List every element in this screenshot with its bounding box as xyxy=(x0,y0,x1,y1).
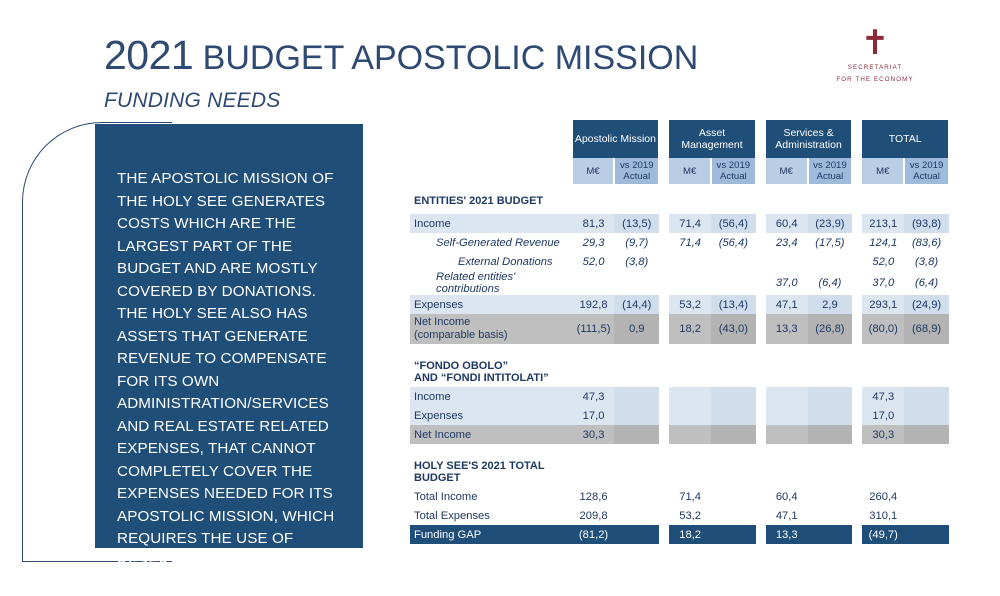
group-header-services-administration: Services & Administration xyxy=(766,120,852,158)
header-spacer-3 xyxy=(852,120,862,158)
table-cell-value: 260,4 xyxy=(862,487,904,506)
table-cell-variance: (14,4) xyxy=(614,295,659,314)
table-cell-variance xyxy=(808,487,853,506)
table-section-title-filler xyxy=(862,184,904,214)
table-cell-variance xyxy=(904,425,949,444)
table-cell-value: (111,5) xyxy=(573,314,615,344)
table-section-title-filler xyxy=(904,353,949,387)
table-cell-gap xyxy=(659,233,669,252)
group-header-apostolic-mission: Apostolic Mission xyxy=(573,120,659,158)
table-cell-gap xyxy=(756,295,766,314)
table-cell-variance xyxy=(808,406,853,425)
table-cell-variance: (6,4) xyxy=(808,271,853,295)
table-cell-gap xyxy=(756,214,766,233)
table-cell-value: 192,8 xyxy=(573,295,615,314)
table-cell-value: 53,2 xyxy=(669,506,711,525)
table-row xyxy=(410,487,949,506)
table-section-title-filler xyxy=(766,184,808,214)
table-section-title-filler xyxy=(756,453,766,487)
table-section-title-filler xyxy=(756,184,766,214)
table-section-title-filler xyxy=(766,453,808,487)
subheader-variance-asset: vs 2019 Actual xyxy=(711,158,756,184)
table-cell-variance: (13,4) xyxy=(711,295,756,314)
table-row xyxy=(410,525,949,544)
table-cell-variance xyxy=(711,387,756,406)
subheader-variance-services: vs 2019 Actual xyxy=(808,158,853,184)
table-row-label: Funding GAP xyxy=(410,525,573,544)
table-subheader-row xyxy=(410,158,949,184)
table-cell-value: 128,6 xyxy=(573,487,615,506)
summary-panel xyxy=(95,124,363,592)
table-cell-variance xyxy=(614,387,659,406)
table-cell-variance: (3,8) xyxy=(904,252,949,271)
table-cell-gap xyxy=(852,214,862,233)
table-cell-variance xyxy=(904,406,949,425)
table-cell-value: 13,3 xyxy=(766,314,808,344)
table-section-title-filler xyxy=(904,453,949,487)
table-section-title-filler xyxy=(614,184,659,214)
table-row xyxy=(410,406,949,425)
table-cell-gap xyxy=(659,271,669,295)
header-spacer-1 xyxy=(659,120,669,158)
subheader-spacer-3 xyxy=(852,158,862,184)
table-cell-value: 71,4 xyxy=(669,214,711,233)
table-row xyxy=(410,252,949,271)
title-rest: BUDGET APOSTOLIC MISSION xyxy=(193,39,699,77)
budget-table-container xyxy=(410,120,950,544)
table-cell-gap xyxy=(852,233,862,252)
table-section-title-filler xyxy=(808,453,853,487)
table-cell-gap xyxy=(756,233,766,252)
table-body xyxy=(410,184,949,544)
table-spacer-cell xyxy=(410,344,949,353)
table-cell-gap xyxy=(852,487,862,506)
table-row-label: Self-Generated Revenue xyxy=(410,233,573,252)
table-cell-gap xyxy=(852,314,862,344)
table-cell-variance xyxy=(808,506,853,525)
table-cell-variance xyxy=(614,506,659,525)
table-cell-value: 17,0 xyxy=(573,406,615,425)
subheader-value-asset: M€ xyxy=(669,158,711,184)
table-row xyxy=(410,214,949,233)
table-cell-variance: (56,4) xyxy=(711,233,756,252)
table-cell-variance: 2,9 xyxy=(808,295,853,314)
table-row-label: Total Income xyxy=(410,487,573,506)
table-row-label: External Donations xyxy=(410,252,573,271)
subheader-variance-apostolic: vs 2019 Actual xyxy=(614,158,659,184)
table-cell-value: 30,3 xyxy=(862,425,904,444)
table-cell-value xyxy=(766,406,808,425)
table-section-title-row xyxy=(410,353,949,387)
table-section-title-filler xyxy=(659,453,669,487)
table-row xyxy=(410,233,949,252)
table-spacer-row xyxy=(410,344,949,353)
table-row-label: Net Income (comparable basis) xyxy=(410,314,573,344)
table-cell-value: 52,0 xyxy=(573,252,615,271)
table-cell-value xyxy=(766,252,808,271)
table-section-title: HOLY SEE'S 2021 TOTAL BUDGET xyxy=(414,460,545,484)
table-cell-gap xyxy=(756,525,766,544)
table-cell-variance: (43,0) xyxy=(711,314,756,344)
table-cell-value: 124,1 xyxy=(862,233,904,252)
table-cell-value: 60,4 xyxy=(766,487,808,506)
table-cell-gap xyxy=(756,487,766,506)
table-cell-variance: (23,9) xyxy=(808,214,853,233)
subheader-value-total: M€ xyxy=(862,158,904,184)
table-cell-value: 60,4 xyxy=(766,214,808,233)
table-cell-gap xyxy=(756,506,766,525)
subheader-variance-total: vs 2019 Actual xyxy=(904,158,949,184)
table-cell-gap xyxy=(756,252,766,271)
table-section-title-filler xyxy=(669,453,711,487)
table-cell-gap xyxy=(852,387,862,406)
table-cell-gap xyxy=(852,406,862,425)
table-cell-value: (49,7) xyxy=(862,525,904,544)
summary-panel-text: THE APOSTOLIC MISSION OF THE HOLY SEE GENERATES COSTS WHICH ARE THE LARGEST PART OF THE BUDGET AND ARE MOSTLY COVERED BY DONATIONS. THE HOLY SEE ALSO HAS ASSETS THAT GENERATE REVENUE TO COMPENSATE FOR ITS OWN ADMINISTRATION/SERVICES AND REAL ESTATE RELATED EXPENSES, THAT CANNOT COMPLETELY COVER THE EXPENSES NEEDED FOR ITS APOSTOLIC MISSION, WHICH REQUIRES THE USE OF RESERVES FOR ITS FUNDING. xyxy=(117,170,335,592)
table-cell-gap xyxy=(659,487,669,506)
table-cell-variance: (24,9) xyxy=(904,295,949,314)
table-cell-variance xyxy=(711,487,756,506)
table-cell-value: 47,3 xyxy=(573,387,615,406)
table-cell-value: 17,0 xyxy=(862,406,904,425)
table-section-title-filler xyxy=(766,353,808,387)
table-cell-value: 47,1 xyxy=(766,295,808,314)
table-cell-variance: (17,5) xyxy=(808,233,853,252)
table-cell-gap xyxy=(659,406,669,425)
table-cell-variance xyxy=(614,271,659,295)
table-cell-value xyxy=(669,425,711,444)
table-cell-value: 213,1 xyxy=(862,214,904,233)
table-cell-variance: (68,9) xyxy=(904,314,949,344)
table-cell-value xyxy=(766,425,808,444)
table-section-title-filler xyxy=(862,453,904,487)
table-cell-variance xyxy=(904,487,949,506)
table-group-header-row xyxy=(410,120,949,158)
table-section-title-filler xyxy=(573,353,615,387)
table-cell-value: 47,3 xyxy=(862,387,904,406)
table-section-title-filler xyxy=(669,353,711,387)
secretariat-logo xyxy=(810,26,940,84)
table-cell-value: 30,3 xyxy=(573,425,615,444)
table-row xyxy=(410,387,949,406)
table-cell-variance xyxy=(711,406,756,425)
table-cell-gap xyxy=(852,525,862,544)
table-cell-gap xyxy=(659,506,669,525)
table-section-title-filler xyxy=(573,184,615,214)
table-section-title-filler xyxy=(808,184,853,214)
table-section-title-filler xyxy=(711,184,756,214)
table-row-label: Income xyxy=(410,387,573,406)
table-section-title-filler xyxy=(614,453,659,487)
table-row-label: Related entities' contributions xyxy=(410,271,573,295)
table-header xyxy=(410,120,949,184)
table-cell-variance xyxy=(808,525,853,544)
table-section-title-filler xyxy=(808,353,853,387)
table-cell-value: 81,3 xyxy=(573,214,615,233)
table-cell-value: 47,1 xyxy=(766,506,808,525)
table-cell-value: 18,2 xyxy=(669,314,711,344)
table-cell-variance xyxy=(904,525,949,544)
table-section-title-filler xyxy=(614,353,659,387)
table-cell-value: 310,1 xyxy=(862,506,904,525)
table-section-title-filler xyxy=(669,184,711,214)
table-row xyxy=(410,295,949,314)
table-section-title-filler xyxy=(711,453,756,487)
table-cell-gap xyxy=(659,387,669,406)
header-spacer-2 xyxy=(756,120,766,158)
table-cell-variance xyxy=(808,425,853,444)
table-spacer-cell xyxy=(410,444,949,453)
subheader-empty-cell xyxy=(410,158,573,184)
table-cell-variance: (83,6) xyxy=(904,233,949,252)
table-cell-variance: (26,8) xyxy=(808,314,853,344)
table-row-label: Total Expenses xyxy=(410,506,573,525)
table-cell-variance xyxy=(711,506,756,525)
table-cell-value: 29,3 xyxy=(573,233,615,252)
logo-line-2: FOR THE ECONOMY xyxy=(836,76,914,83)
table-cell-value xyxy=(669,387,711,406)
table-cell-variance: (13,5) xyxy=(614,214,659,233)
table-cell-gap xyxy=(659,214,669,233)
table-spacer-row xyxy=(410,444,949,453)
table-cell-value: (81,2) xyxy=(573,525,615,544)
subheader-spacer-1 xyxy=(659,158,669,184)
table-section-title-filler xyxy=(852,184,862,214)
table-section-title-filler xyxy=(862,353,904,387)
table-cell-variance: (9,7) xyxy=(614,233,659,252)
table-cell-variance xyxy=(614,525,659,544)
budget-table xyxy=(410,120,950,544)
table-cell-value: 37,0 xyxy=(862,271,904,295)
table-cell-gap xyxy=(852,425,862,444)
table-row-label: Net Income xyxy=(410,425,573,444)
table-cell-value: 37,0 xyxy=(766,271,808,295)
table-cell-gap xyxy=(852,506,862,525)
table-cell-variance xyxy=(711,525,756,544)
table-cell-variance: (93,8) xyxy=(904,214,949,233)
table-row-label: Expenses xyxy=(410,406,573,425)
table-cell-value: 71,4 xyxy=(669,233,711,252)
table-section-title-filler xyxy=(904,184,949,214)
table-cell-variance: 0,9 xyxy=(614,314,659,344)
subheader-value-apostolic: M€ xyxy=(573,158,615,184)
table-cell-variance: (6,4) xyxy=(904,271,949,295)
table-cell-value: 293,1 xyxy=(862,295,904,314)
table-cell-variance xyxy=(904,506,949,525)
header-empty-cell xyxy=(410,120,573,158)
table-cell-variance xyxy=(808,252,853,271)
table-section-title: “FONDO OBOLO” AND “FONDI INTITOLATI” xyxy=(414,360,549,384)
table-cell-gap xyxy=(659,525,669,544)
table-cell-gap xyxy=(756,406,766,425)
table-row xyxy=(410,314,949,344)
table-cell-value xyxy=(573,271,615,295)
table-cell-value xyxy=(766,387,808,406)
table-cell-gap xyxy=(756,314,766,344)
table-row xyxy=(410,425,949,444)
table-cell-variance xyxy=(711,252,756,271)
table-section-title-filler xyxy=(573,453,615,487)
table-cell-variance: (56,4) xyxy=(711,214,756,233)
table-cell-variance xyxy=(711,271,756,295)
table-cell-value: 52,0 xyxy=(862,252,904,271)
table-section-title-row xyxy=(410,184,949,214)
group-header-total: TOTAL xyxy=(862,120,949,158)
table-section-title-filler xyxy=(659,353,669,387)
table-cell-gap xyxy=(756,387,766,406)
table-cell-gap xyxy=(852,271,862,295)
group-header-asset-management: Asset Management xyxy=(669,120,755,158)
page-subtitle: FUNDING NEEDS xyxy=(104,89,281,112)
table-cell-value: 53,2 xyxy=(669,295,711,314)
table-cell-value: 71,4 xyxy=(669,487,711,506)
table-cell-value xyxy=(669,406,711,425)
table-cell-gap xyxy=(659,314,669,344)
coat-of-arms-icon: ✝ xyxy=(860,24,890,62)
page-title xyxy=(104,32,698,79)
table-cell-variance xyxy=(614,406,659,425)
table-section-title-filler xyxy=(852,353,862,387)
table-section-title-filler xyxy=(756,353,766,387)
table-cell-value: 13,3 xyxy=(766,525,808,544)
table-row xyxy=(410,506,949,525)
table-row xyxy=(410,271,949,295)
table-cell-value xyxy=(669,252,711,271)
table-section-title-filler xyxy=(852,453,862,487)
title-year: 2021 xyxy=(104,32,194,78)
subheader-spacer-2 xyxy=(756,158,766,184)
table-cell-variance xyxy=(904,387,949,406)
table-cell-variance xyxy=(614,425,659,444)
table-cell-variance xyxy=(711,425,756,444)
table-section-title-filler xyxy=(659,184,669,214)
table-cell-gap xyxy=(756,425,766,444)
table-cell-value: 23,4 xyxy=(766,233,808,252)
table-cell-variance: (3,8) xyxy=(614,252,659,271)
table-cell-gap xyxy=(852,295,862,314)
table-row-label: Expenses xyxy=(410,295,573,314)
table-cell-variance xyxy=(614,487,659,506)
page-header xyxy=(104,32,698,113)
table-cell-value xyxy=(669,271,711,295)
table-cell-value: 18,2 xyxy=(669,525,711,544)
table-cell-value: 209,8 xyxy=(573,506,615,525)
table-cell-variance xyxy=(808,387,853,406)
table-row-label: Income xyxy=(410,214,573,233)
table-section-title-filler xyxy=(711,353,756,387)
table-cell-gap xyxy=(756,271,766,295)
table-section-title: ENTITIES' 2021 BUDGET xyxy=(414,195,544,207)
table-section-title-row xyxy=(410,453,949,487)
table-cell-gap xyxy=(659,295,669,314)
subheader-value-services: M€ xyxy=(766,158,808,184)
table-cell-value: (80,0) xyxy=(862,314,904,344)
table-cell-gap xyxy=(852,252,862,271)
table-cell-gap xyxy=(659,425,669,444)
table-cell-gap xyxy=(659,252,669,271)
logo-line-1: SECRETARIAT xyxy=(847,64,903,71)
